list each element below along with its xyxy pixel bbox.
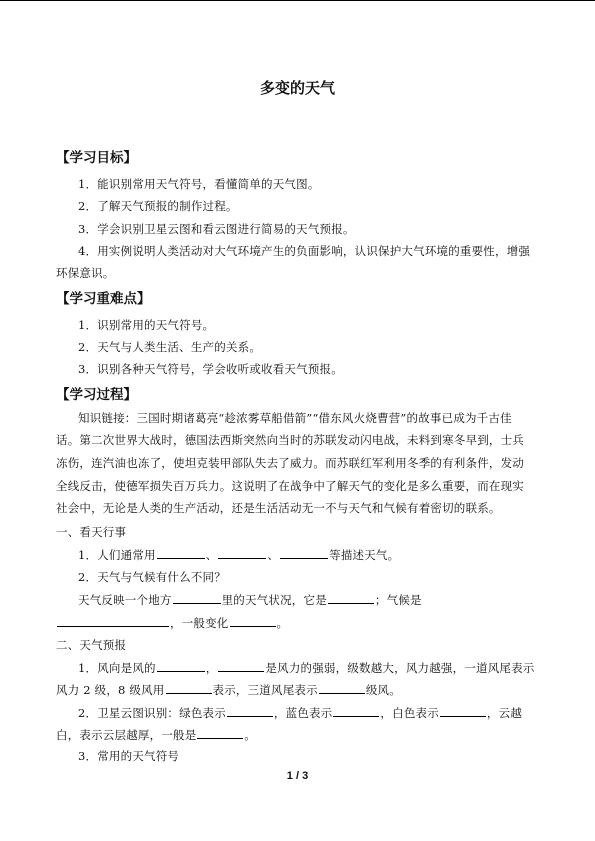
goal-item: 4．用实例说明人类活动对大气环境产生的负面影响，认识保护大气环境的重要性，增强: [78, 244, 531, 258]
section-heading-key-points: 【学习重难点】: [56, 291, 151, 307]
answer-blank[interactable]: [280, 546, 328, 559]
part1-answer-line-1: [56, 591, 562, 608]
knowledge-link-line: 冻伤，连汽油也冻了，使坦克装甲部队失去了威力。而苏联红军利用冬季的有利条件，发动: [56, 456, 524, 470]
knowledge-link-line: 知识链接：三国时期诸葛亮“趁浓雾草船借箭”“借东风火烧曹营”的故事已成为千古佳: [78, 411, 512, 425]
top-rule: [0, 0, 595, 1]
part2-heading: 二、天气预报: [56, 638, 127, 652]
part2-question-3: 3．常用的天气符号: [78, 749, 180, 763]
key-point-item: 2．天气与人类生活、生产的关系。: [78, 340, 262, 354]
page-number: 1 / 3: [286, 770, 309, 782]
part2-question-2-line-2: [56, 726, 540, 743]
question-text: 是风力的强弱，级数越大，风力越强，一道风尾表示: [265, 661, 535, 675]
part2-question-1-line-2: [56, 681, 540, 698]
key-point-item: 3．识别各种天气符号，学会收听或收看天气预报。: [78, 362, 343, 376]
question-text: 、: [205, 548, 218, 562]
question-text: 表示，三道风尾表示: [212, 683, 318, 697]
part1-question-2: 2．天气与气候有什么不同？: [78, 570, 226, 584]
question-text: 2．卫星云图识别：绿色表示: [78, 706, 226, 720]
question-text: ，: [205, 661, 218, 675]
part1-heading: 一、看天行事: [56, 525, 127, 539]
question-text: 。: [276, 616, 289, 630]
answer-blank[interactable]: [328, 591, 374, 604]
question-text: 、: [267, 548, 280, 562]
answer-blank[interactable]: [218, 546, 266, 559]
question-text: ，云越: [486, 706, 523, 720]
answer-blank[interactable]: [166, 681, 212, 694]
answer-blank[interactable]: [333, 704, 379, 717]
knowledge-link-line: 社会中，无论是人类的生产活动，还是生活活动无一不与天气和气候有着密切的联系。: [56, 501, 501, 515]
question-text: 里的天气状况，它是: [221, 593, 327, 607]
section-heading-process: 【学习过程】: [56, 387, 137, 403]
answer-blank[interactable]: [157, 546, 205, 559]
knowledge-link-line: 话。第二次世界大战时，德国法西斯突然向当时的苏联发动闪电战，未料到寒冬早到，士兵: [56, 433, 524, 447]
question-text: ，一般变化: [170, 616, 229, 630]
question-text: 天气反映一个地方: [78, 593, 172, 607]
goal-item: 3．学会识别卫星云图和看云图进行简易的天气预报。: [78, 222, 355, 236]
part2-question-2-line-1: [56, 704, 562, 721]
answer-blank[interactable]: [197, 726, 243, 739]
answer-blank[interactable]: [227, 704, 273, 717]
document-title: 多变的天气: [259, 79, 335, 97]
question-text: 风力 2 级，8 级风用: [56, 683, 165, 697]
goal-item-continued: 环保意识。: [56, 266, 115, 280]
knowledge-link-line: 全线反击，使德军损失百万兵力。这说明了在战争中了解天气的变化是多么重要，而在现实: [56, 479, 524, 493]
answer-blank[interactable]: [157, 659, 205, 672]
answer-blank[interactable]: [173, 591, 221, 604]
question-text: ；气候是: [374, 593, 422, 607]
question-text: 级风。: [365, 683, 401, 697]
question-text: 1．人们通常用: [78, 548, 156, 562]
section-heading-goals: 【学习目标】: [56, 150, 137, 166]
part2-question-1-line-1: [56, 659, 562, 676]
goal-item: 1．能识别常用天气符号，看懂简单的天气图。: [78, 177, 320, 191]
question-text: 1．风向是风的: [78, 661, 156, 675]
question-text: 。: [244, 728, 257, 742]
answer-blank[interactable]: [57, 614, 169, 627]
part1-answer-line-2: [56, 614, 540, 631]
answer-blank[interactable]: [440, 704, 486, 717]
question-text: ，白色表示: [380, 706, 439, 720]
question-text: 白，表示云层越厚，一般是: [56, 728, 197, 742]
answer-blank[interactable]: [218, 659, 264, 672]
key-point-item: 1．识别常用的天气符号。: [78, 318, 215, 332]
question-text: 等描述天气。: [329, 548, 400, 562]
answer-blank[interactable]: [230, 614, 276, 627]
answer-blank[interactable]: [319, 681, 365, 694]
goal-item: 2．了解天气预报的制作过程。: [78, 199, 238, 213]
part1-question-1: [56, 546, 562, 563]
question-text: ，蓝色表示: [273, 706, 333, 720]
